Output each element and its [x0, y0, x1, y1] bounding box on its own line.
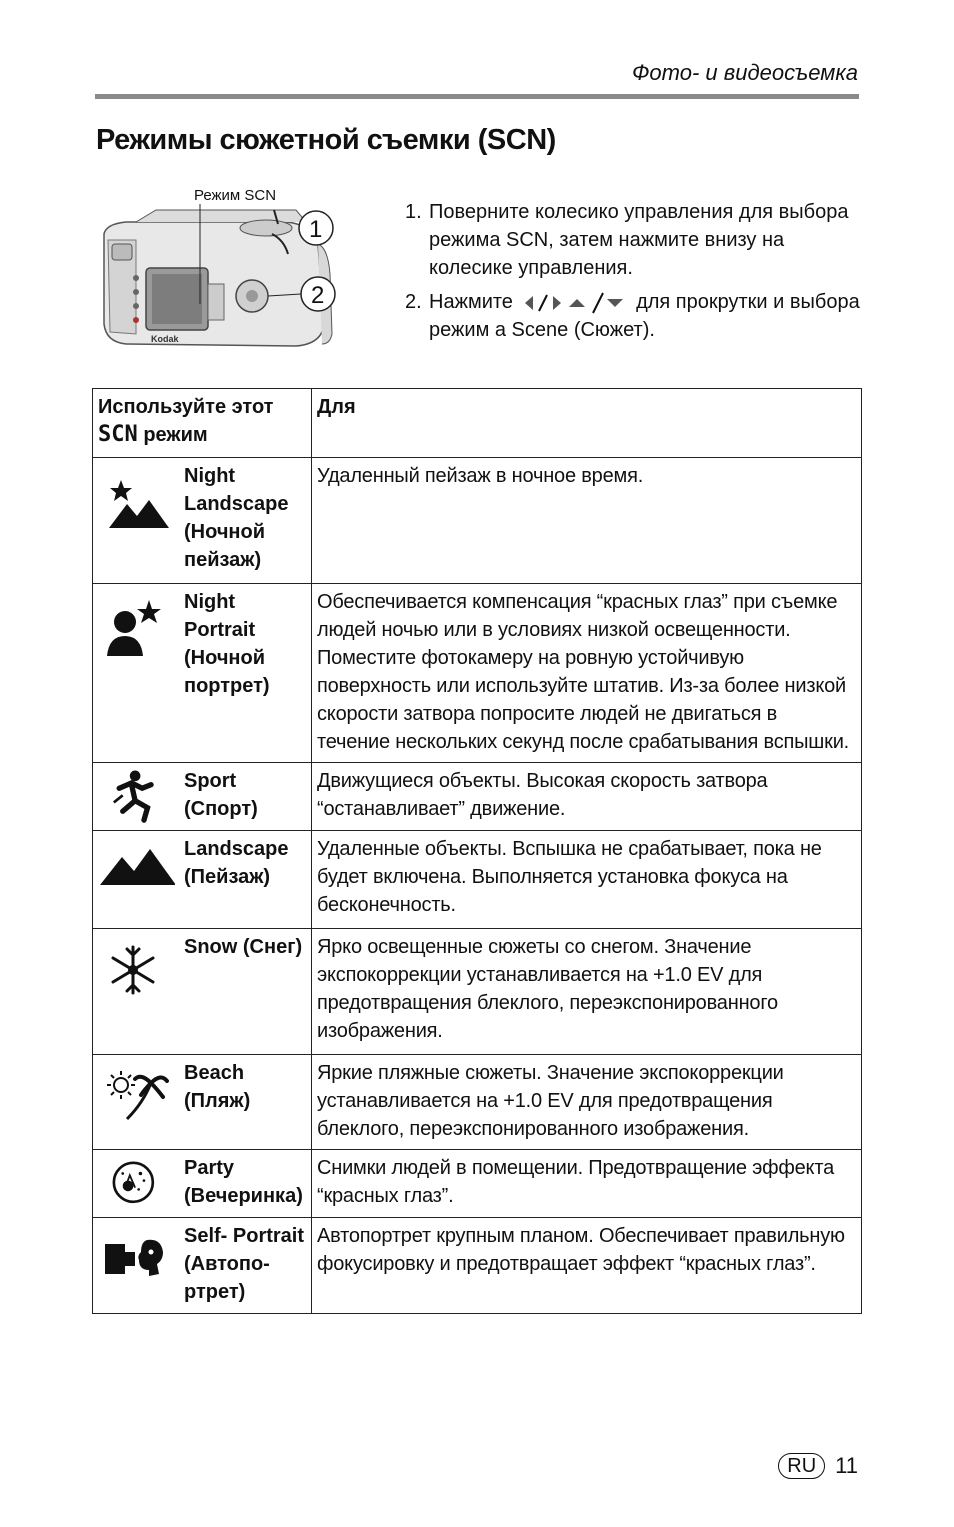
- mode-cell: [93, 1055, 312, 1150]
- table-row: [93, 584, 862, 763]
- mode-cell: [93, 458, 312, 584]
- party-icon: [99, 1154, 173, 1216]
- instruction-steps: [405, 198, 865, 350]
- scene-modes-table: [92, 388, 862, 1314]
- page-title: Режимы сюжетной съемки (SCN): [96, 124, 556, 156]
- header-mode-line1: Используйте этот: [98, 396, 274, 418]
- mode-description: Удаленный пейзаж в ночное время.: [312, 458, 862, 584]
- page-number: 11: [835, 1453, 858, 1478]
- landscape-icon: [95, 839, 175, 909]
- mode-description: Обеспечивается компенсация “красных глаз” при съемке людей ночью или в условиях низкой освещенности. Поместите фотокамеру на ровную устойчивую поверхность или используйте штатив. Из-за более низкой скорости затвора попросите людей не двигаться в течение нескольких секунд после срабатывания вспышки.: [312, 584, 862, 763]
- table-row: [93, 1150, 862, 1218]
- page-footer: [778, 1453, 858, 1479]
- table-row: [93, 929, 862, 1055]
- scn-badge-icon: SCN: [98, 422, 138, 447]
- mode-cell: [93, 1150, 312, 1218]
- table-header-row: [93, 389, 862, 458]
- mode-name: Party (Вечеринка): [184, 1157, 303, 1207]
- step-number: 1.: [405, 201, 422, 223]
- self-portrait-icon: [99, 1226, 173, 1296]
- mode-description: Автопортрет крупным планом. Обеспечивает правильную фокусировку и предотвращает эффект “красных глаз”.: [312, 1218, 862, 1314]
- header-rule: [95, 94, 859, 99]
- sport-icon: [99, 767, 173, 829]
- step-text: Поверните колесико управления для выбора режима SCN, затем нажмите внизу на колесике управления.: [429, 201, 849, 279]
- mode-name: Sport (Спорт): [184, 770, 258, 820]
- language-badge: RU: [778, 1453, 825, 1479]
- mode-name: Self- Portrait (Автопо-ртрет): [184, 1225, 305, 1303]
- step-text-before: Нажмите: [429, 291, 513, 313]
- snowflake-icon: [99, 937, 173, 1007]
- callout-1: 1: [309, 216, 323, 243]
- table-row: [93, 763, 862, 831]
- night-landscape-icon: [99, 466, 173, 536]
- camera-mode-label: Режим SCN: [194, 187, 277, 204]
- mode-cell: [93, 831, 312, 929]
- beach-icon: [99, 1063, 173, 1133]
- callout-2: 2: [311, 282, 325, 309]
- camera-illustration: [96, 184, 356, 364]
- mode-cell: [93, 584, 312, 763]
- header-purpose-column: Для: [312, 389, 862, 458]
- step-number: 2.: [405, 291, 422, 313]
- mode-cell: [93, 929, 312, 1055]
- mode-cell: [93, 1218, 312, 1314]
- mode-name: Beach (Пляж): [184, 1062, 251, 1112]
- mode-name: Night Portrait (Ночной портрет): [184, 591, 270, 697]
- step-text-after: для прокрутки и выбора режим а Scene (Сюжет).: [429, 291, 860, 341]
- arrow-keys-icon: [523, 291, 627, 315]
- table-row: [93, 1055, 862, 1150]
- night-portrait-icon: [99, 592, 173, 662]
- header-mode-column: [93, 389, 312, 458]
- step-1: [405, 198, 865, 282]
- section-title: Фото- и видеосъемка: [631, 60, 858, 85]
- mode-description: Снимки людей в помещении. Предотвращение эффекта “красных глаз”.: [312, 1150, 862, 1218]
- header-mode-line2: режим: [143, 424, 208, 446]
- step-2: [405, 288, 865, 344]
- mode-description: Движущиеся объекты. Высокая скорость затвора “останавливает” движение.: [312, 763, 862, 831]
- mode-description: Ярко освещенные сюжеты со снегом. Значение экспокоррекции устанавливается на +1.0 EV для предотвращения блеклого, переэкспонированного изображения.: [312, 929, 862, 1055]
- camera-brand: Kodak: [151, 334, 179, 344]
- mode-name: Landscape (Пейзаж): [184, 838, 289, 888]
- mode-name: Snow (Снег): [184, 936, 303, 958]
- table-row: [93, 831, 862, 929]
- table-row: [93, 1218, 862, 1314]
- mode-description: Удаленные объекты. Вспышка не срабатывает, пока не будет включена. Выполняется установка фокуса на бесконечность.: [312, 831, 862, 929]
- mode-description: Яркие пляжные сюжеты. Значение экспокоррекции устанавливается на +1.0 EV для предотвращения блеклого, переэкспонированного изображения.: [312, 1055, 862, 1150]
- mode-cell: [93, 763, 312, 831]
- mode-name: Night Landscape (Ночной пейзаж): [184, 465, 289, 571]
- table-row: [93, 458, 862, 584]
